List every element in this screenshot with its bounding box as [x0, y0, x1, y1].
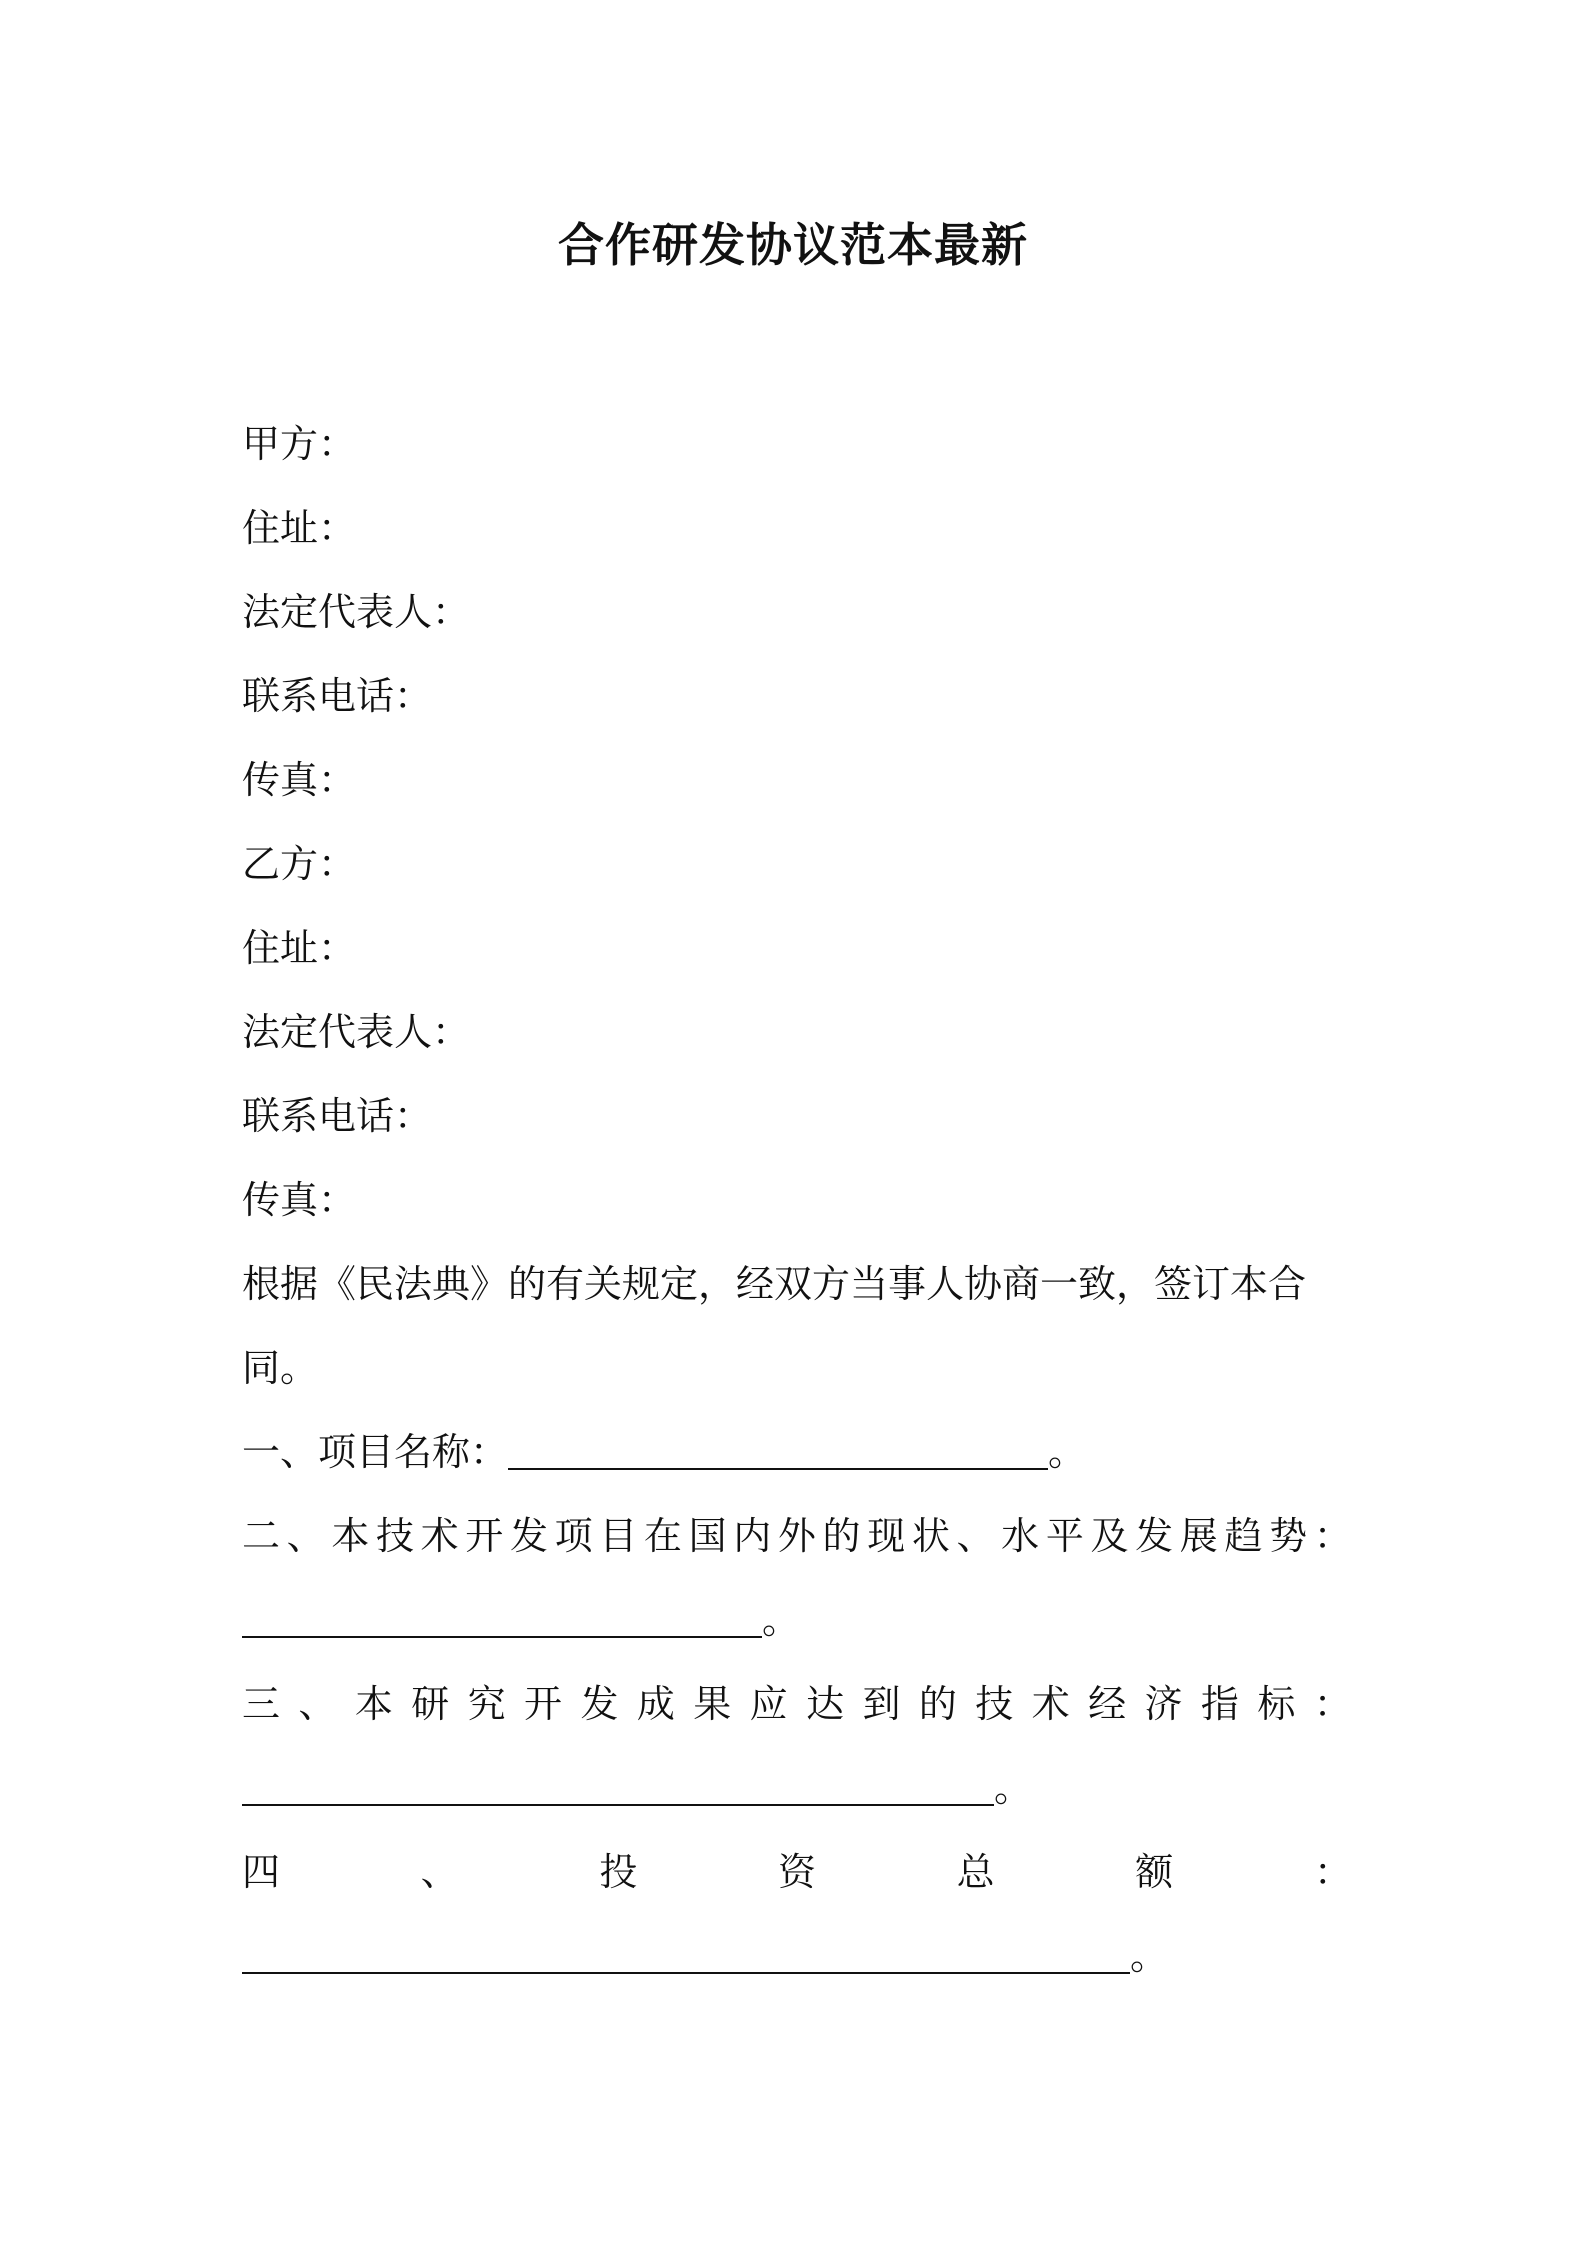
heading-char: 、 — [298, 1682, 337, 1726]
party-b-fax-label: 传真： — [242, 1178, 357, 1222]
heading-char: 本 — [331, 1514, 370, 1558]
heading-char: 指 — [1200, 1682, 1239, 1726]
party-b-phone-label: 联系电话： — [242, 1094, 433, 1138]
party-b-label: 乙方： — [242, 842, 357, 886]
clause-4-heading — [242, 1830, 1352, 1914]
heading-char: 本 — [354, 1682, 393, 1726]
preamble-line-1: 根据《民法典》的有关规定，经双方当事人协商一致，签订本合 — [242, 1262, 1307, 1306]
heading-char: 三 — [242, 1682, 281, 1726]
document-title: 合作研发协议范本最新 — [558, 218, 1028, 272]
heading-char: 发 — [1135, 1514, 1174, 1558]
party-a-legal-rep-label: 法定代表人： — [242, 590, 471, 634]
clause-3-heading — [242, 1662, 1352, 1746]
heading-char: 标 — [1257, 1682, 1296, 1726]
clause-1-label: 一、项目名称： — [242, 1430, 509, 1474]
heading-char: 术 — [1031, 1682, 1070, 1726]
heading-char: 、 — [286, 1514, 325, 1558]
heading-char: 展 — [1179, 1514, 1218, 1558]
heading-char: ： — [1313, 1514, 1352, 1558]
heading-char: 究 — [467, 1682, 506, 1726]
party-a-label: 甲方： — [242, 422, 357, 466]
heading-char: 技 — [375, 1514, 414, 1558]
heading-char: 及 — [1090, 1514, 1129, 1558]
heading-char: 经 — [1088, 1682, 1127, 1726]
heading-char: 额 — [1135, 1850, 1174, 1894]
heading-char: 资 — [777, 1850, 816, 1894]
heading-char: 发 — [509, 1514, 548, 1558]
heading-char: 的 — [918, 1682, 957, 1726]
heading-char: 国 — [688, 1514, 727, 1558]
heading-char: 果 — [693, 1682, 732, 1726]
heading-char: 达 — [806, 1682, 845, 1726]
clause-4-fill-line — [242, 1914, 1352, 1998]
heading-char: 趋 — [1224, 1514, 1263, 1558]
clause-1 — [242, 1410, 1352, 1494]
heading-char: 济 — [1144, 1682, 1183, 1726]
clause-2-fill-line — [242, 1578, 1352, 1662]
clause-4-end: 。 — [1130, 1934, 1169, 1978]
heading-char: ： — [1313, 1850, 1352, 1894]
heading-char: 、 — [420, 1850, 459, 1894]
heading-char: 二 — [242, 1514, 281, 1558]
heading-char: 目 — [599, 1514, 638, 1558]
document-body — [242, 402, 1352, 1998]
heading-char: 、 — [956, 1514, 995, 1558]
clause-3-fill-line — [242, 1746, 1352, 1830]
heading-char: 外 — [777, 1514, 816, 1558]
clause-3-end: 。 — [994, 1766, 1033, 1810]
heading-char: 平 — [1045, 1514, 1084, 1558]
heading-char: 技 — [975, 1682, 1014, 1726]
heading-char: 状 — [911, 1514, 950, 1558]
heading-char: 发 — [580, 1682, 619, 1726]
heading-char: 研 — [411, 1682, 450, 1726]
clause-1-blank — [508, 1410, 1048, 1494]
heading-char: 到 — [862, 1682, 901, 1726]
heading-char: 四 — [242, 1850, 281, 1894]
heading-char: 应 — [749, 1682, 788, 1726]
heading-char: 内 — [733, 1514, 772, 1558]
clause-4-blank — [242, 1914, 1130, 1998]
clause-3-blank — [242, 1746, 994, 1830]
heading-char: 术 — [420, 1514, 459, 1558]
heading-char: ： — [1313, 1682, 1352, 1726]
heading-char: 势 — [1269, 1514, 1308, 1558]
clause-2-blank — [242, 1578, 762, 1662]
heading-char: 总 — [956, 1850, 995, 1894]
heading-char: 成 — [636, 1682, 675, 1726]
heading-char: 项 — [554, 1514, 593, 1558]
heading-char: 现 — [867, 1514, 906, 1558]
party-a-address-label: 住址： — [242, 506, 357, 550]
clause-2-heading — [242, 1494, 1352, 1578]
heading-char: 在 — [643, 1514, 682, 1558]
heading-char: 水 — [1001, 1514, 1040, 1558]
preamble-line-2: 同。 — [242, 1346, 319, 1390]
heading-char: 投 — [599, 1850, 638, 1894]
party-a-phone-label: 联系电话： — [242, 674, 433, 718]
clause-2-end: 。 — [762, 1598, 801, 1642]
heading-char: 的 — [822, 1514, 861, 1558]
party-b-legal-rep-label: 法定代表人： — [242, 1010, 471, 1054]
party-a-fax-label: 传真： — [242, 758, 357, 802]
heading-char: 开 — [465, 1514, 504, 1558]
heading-char: 开 — [524, 1682, 563, 1726]
clause-1-end: 。 — [1048, 1430, 1087, 1474]
party-b-address-label: 住址： — [242, 926, 357, 970]
